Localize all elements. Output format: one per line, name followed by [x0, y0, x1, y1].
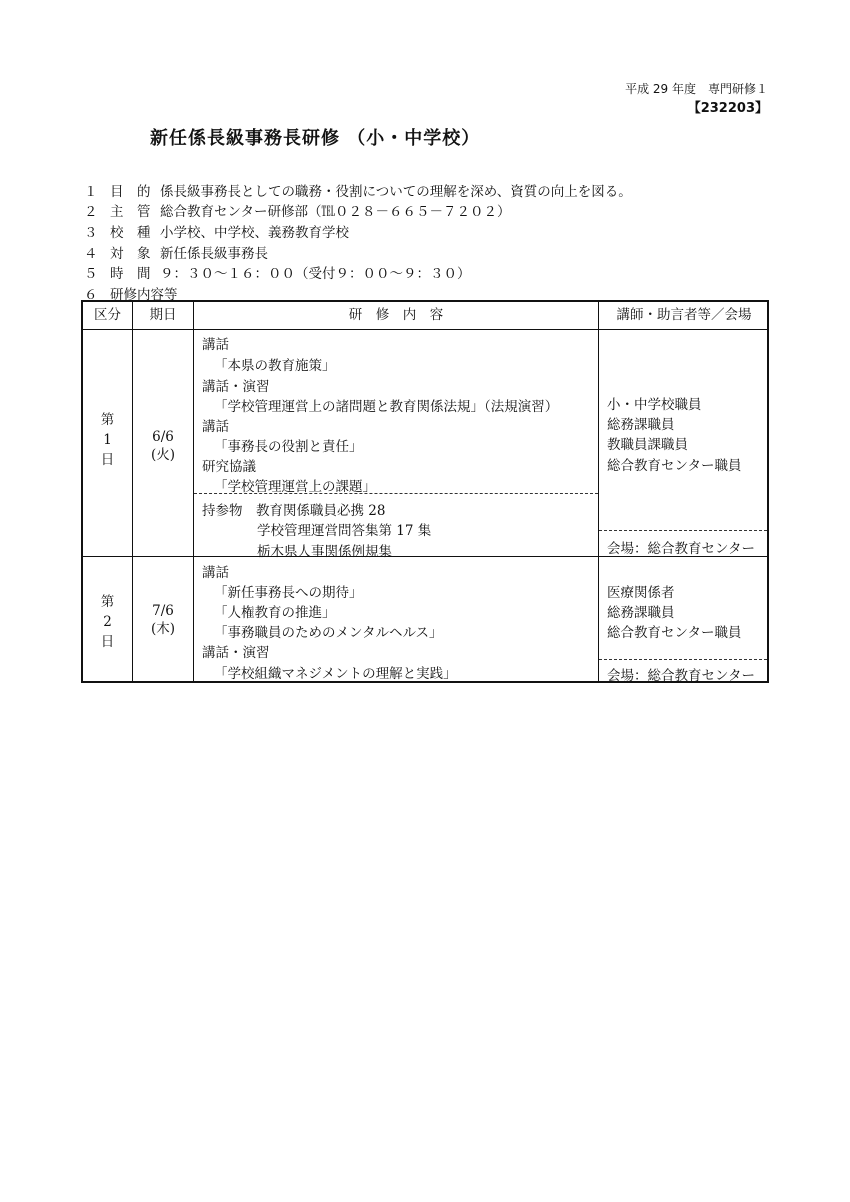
- day1-instructor: 小・中学校職員: [607, 397, 702, 413]
- day1-belongings: 学校管理運営問答集第 17 集: [257, 523, 432, 539]
- day1-date: 6/6 (火): [150, 429, 176, 463]
- header-date: 期日: [149, 307, 177, 323]
- day1-content-line: 研究協議: [202, 459, 256, 475]
- info-purpose: １ 目 的 係長級事務長としての職務・役割についての理解を深め、資質の向上を図る。: [84, 184, 632, 200]
- header-content: 研 修 内 容: [348, 307, 444, 323]
- day1-content-line: 講話: [202, 337, 229, 353]
- course-code: 【232203】: [687, 101, 768, 116]
- info-time: ５ 時 間 ９：３０～１６：００（受付９：００～９：３０）: [84, 266, 471, 282]
- day1-content-line: 「学校管理運営上の諸問題と教育関係法規」（法規演習）: [214, 399, 559, 415]
- day2-instructor: 総務課職員: [607, 605, 675, 621]
- day1-instructor: 教職員課職員: [607, 437, 688, 453]
- day1-content-line: 講話: [202, 419, 229, 435]
- fiscal-year-label: 平成 29 年度 専門研修１: [625, 82, 768, 96]
- day2-content-line: 講話: [202, 565, 229, 581]
- day2-date: 7/6 (木): [150, 603, 176, 637]
- day2-label: 第 2 日: [100, 594, 115, 650]
- day1-content-line: 「本県の教育施策」: [214, 358, 336, 374]
- header-instructor-venue: 講師・助言者等／会場: [616, 307, 752, 323]
- day1-content-line: 「学校管理運営上の課題」: [214, 479, 376, 495]
- info-contents: ６ 研修内容等: [84, 287, 178, 303]
- day2-content-line: 「学校組織マネジメントの理解と実践」: [214, 666, 457, 682]
- day2-content-line: 「人権教育の推進」: [214, 605, 336, 621]
- day2-instructor: 総合教育センター職員: [607, 625, 742, 641]
- day2-content-line: 講話・演習: [202, 645, 270, 661]
- day2-instructor: 医療関係者: [607, 585, 675, 601]
- day1-venue: 会場：総合教育センター: [607, 541, 755, 557]
- day2-venue: 会場：総合教育センター: [607, 668, 755, 684]
- day1-belongings: 栃木県人事関係例規集: [257, 544, 392, 560]
- schedule-table: [81, 300, 769, 683]
- day1-instructor: 総合教育センター職員: [607, 458, 742, 474]
- info-organizer: ２ 主 管 総合教育センター研修部（℡０２８－６６５－７２０２）: [84, 204, 511, 220]
- day1-label: 第 1 日: [100, 412, 115, 468]
- day1-content-line: 「事務長の役割と責任」: [214, 439, 363, 455]
- info-target: ４ 対 象 新任係長級事務長: [84, 246, 268, 262]
- info-school-type: ３ 校 種 小学校、中学校、義務教育学校: [84, 225, 349, 241]
- day1-instructor: 総務課職員: [607, 417, 675, 433]
- day2-content-line: 「新任事務長への期待」: [214, 585, 363, 601]
- day1-belongings: 持参物 教育関係職員必携 28: [202, 503, 386, 519]
- day1-content-line: 講話・演習: [202, 379, 270, 395]
- header-category: 区分: [94, 307, 121, 323]
- page-title: 新任係長級事務長研修 （小・中学校）: [150, 128, 481, 149]
- day2-content-line: 「事務職員のためのメンタルヘルス」: [214, 625, 443, 641]
